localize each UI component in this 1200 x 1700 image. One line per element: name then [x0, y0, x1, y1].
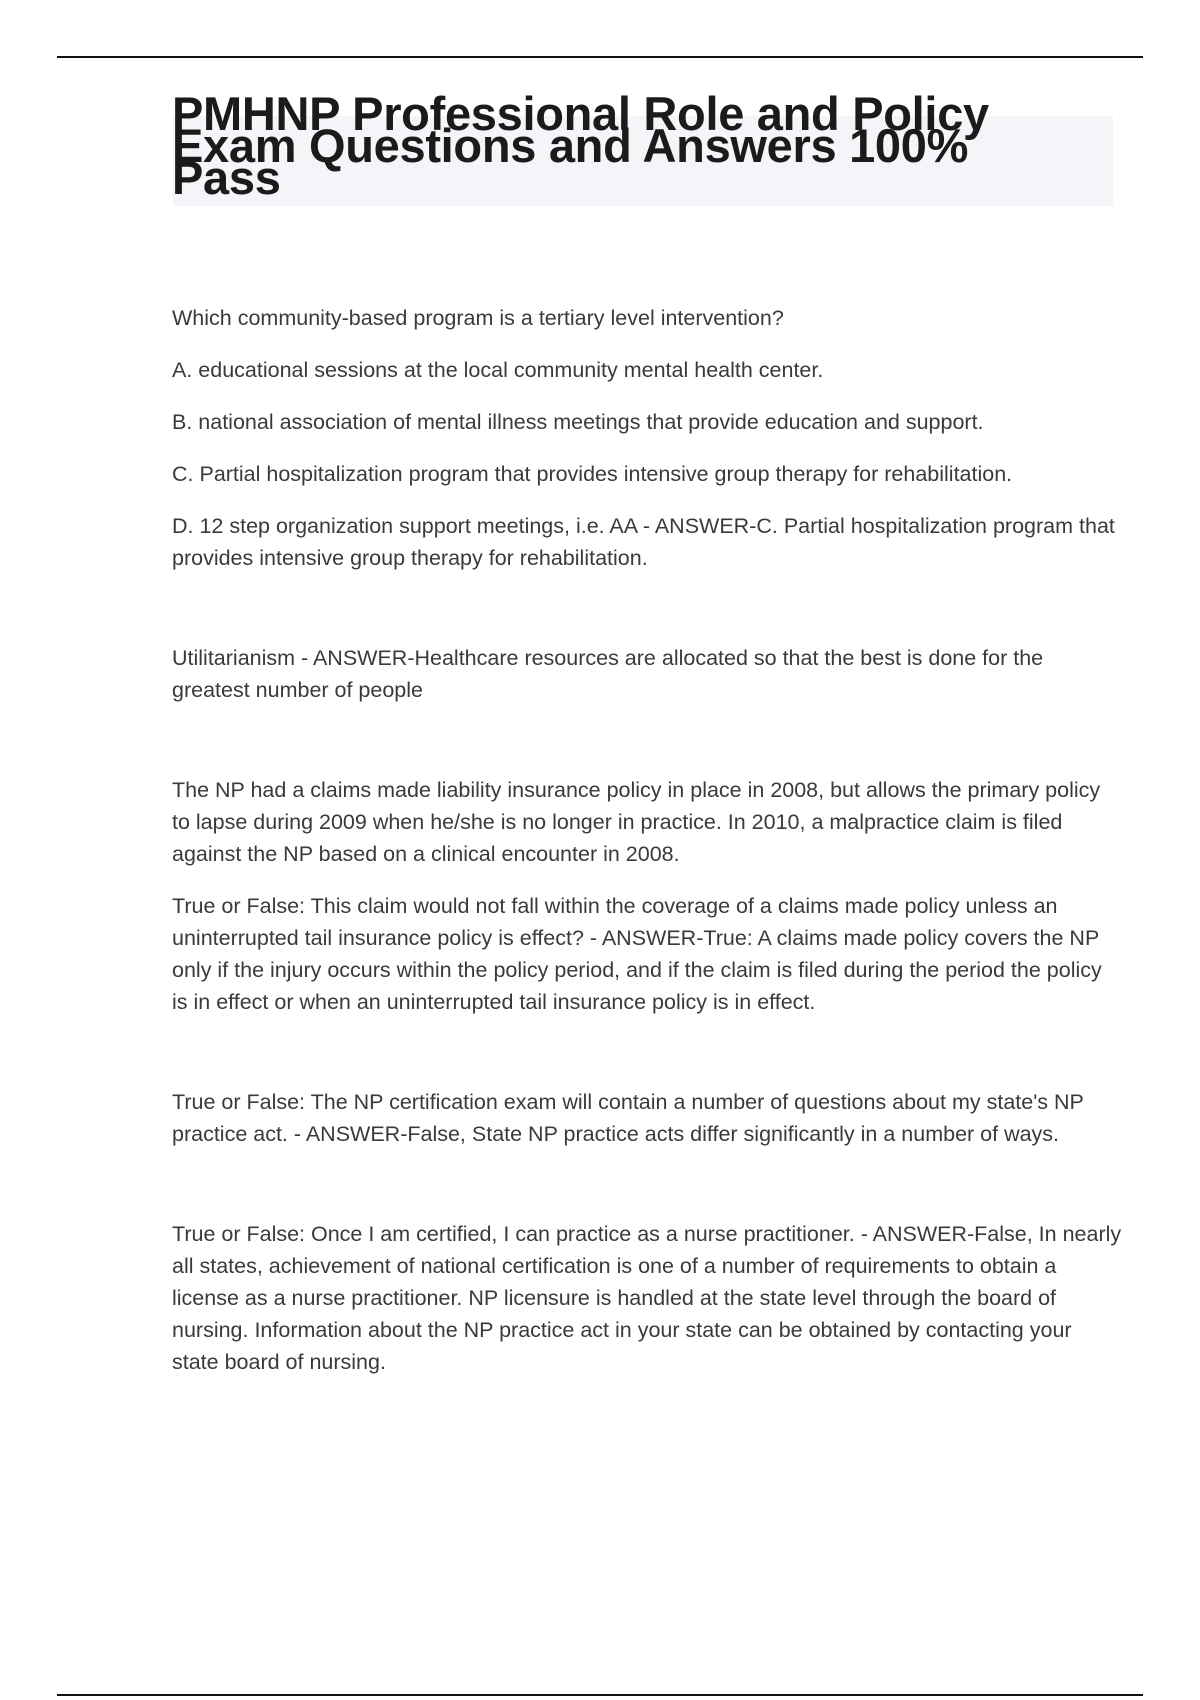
- question-answer-text: Utilitarianism - ANSWER-Healthcare resources are allocated so that the best is done for the greatest number of people: [172, 646, 1044, 702]
- option-a: A. educational sessions at the local community mental health center.: [172, 358, 824, 382]
- option-d-with-answer: D. 12 step organization support meetings, i.e. AA - ANSWER-C. Partial hospitalization program that provides intensive group therapy for rehabilitation.: [172, 514, 1115, 570]
- qa-item-practice-after-certification: [172, 1218, 1122, 1378]
- question-answer-text: True or False: This claim would not fall within the coverage of a claims made policy unless an uninterrupted tail insurance policy is effect? - ANSWER-True: A claims made policy covers the NP only if the injury occurs within the policy period, and if the claim is filed during the period the policy is in effect or when an uninterrupted tail insurance policy is in effect.: [172, 894, 1102, 1014]
- top-rule: [57, 56, 1143, 58]
- question-answer-text: True or False: The NP certification exam will contain a number of questions about my state's NP practice act. - ANSWER-False, State NP practice acts differ significantly in a number of ways.: [172, 1090, 1084, 1146]
- qa-item-certification-exam: [172, 1086, 1122, 1150]
- question-answer-text: True or False: Once I am certified, I can practice as a nurse practitioner. - ANSWER-False, In nearly all states, achievement of national certification is one of a number of requirements to obtain a license as a nurse practitioner. NP licensure is handled at the state level through the board of nursing. Information about the NP practice act in your state can be obtained by contacting your state board of nursing.: [172, 1222, 1122, 1374]
- option-b: B. national association of mental illness meetings that provide education and support.: [172, 410, 984, 434]
- document-body: [172, 302, 1122, 1456]
- qa-item-tertiary-intervention: [172, 302, 1122, 574]
- bottom-rule: [57, 1694, 1143, 1696]
- question-text: Which community-based program is a tertiary level intervention?: [172, 306, 784, 330]
- scenario-text: The NP had a claims made liability insurance policy in place in 2008, but allows the primary policy to lapse during 2009 when he/she is no longer in practice. In 2010, a malpractice claim is filed against the NP based on a clinical encounter in 2008.: [172, 778, 1101, 866]
- document-title: PMHNP Professional Role and Policy Exam Questions and Answers 100% Pass: [172, 87, 989, 204]
- qa-item-utilitarianism: [172, 642, 1122, 706]
- option-c: C. Partial hospitalization program that provides intensive group therapy for rehabilitation.: [172, 462, 1013, 486]
- qa-item-claims-made-policy: [172, 774, 1122, 1018]
